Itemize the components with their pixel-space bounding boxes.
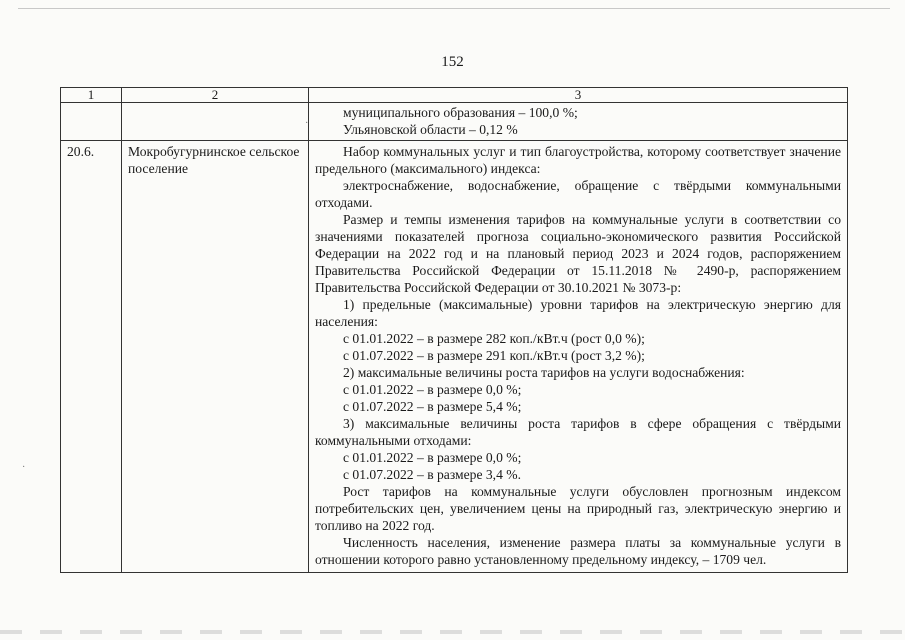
row-paragraph: с 01.01.2022 – в размере 282 коп./кВт.ч (рост 0,0 %);: [343, 331, 645, 346]
continuation-line: муниципального образования – 100,0 %;: [343, 105, 578, 120]
table-row: [61, 141, 848, 573]
row-number: 20.6.: [61, 141, 122, 573]
row-paragraph: 1) предельные (максимальные) уровни тарифов на электрическую энергию для населения:: [315, 297, 841, 329]
continuation-name-cell: [122, 103, 309, 141]
continuation-row: [61, 103, 848, 141]
row-paragraph: Численность населения, изменение размера платы за коммунальные услуги в отношении которого равно установленному предельному индексу, – 1709 чел.: [315, 535, 841, 567]
continuation-line: Ульяновской области – 0,12 %: [343, 122, 518, 137]
row-text-cell: [309, 141, 848, 573]
header-col-1: 1: [61, 88, 122, 103]
scan-edge-top: [18, 8, 890, 9]
row-paragraph: с 01.07.2022 – в размере 291 коп./кВт.ч (рост 3,2 %);: [343, 348, 645, 363]
scan-edge-bottom: [0, 630, 905, 634]
settlement-name: Мокробугурнинское сельское поселение: [122, 141, 309, 573]
tariff-table: [60, 87, 848, 573]
continuation-text-cell: [309, 103, 848, 141]
row-paragraph: электроснабжение, водоснабжение, обращение с твёрдыми коммунальными отходами.: [315, 178, 841, 210]
table-header-row: [61, 88, 848, 103]
page-number: 152: [441, 54, 464, 70]
row-paragraph: Рост тарифов на коммунальные услуги обусловлен прогнозным индексом потребительских цен, увеличением цены на природный газ, электрическую энергию и топливо на 2022 год.: [315, 484, 841, 533]
row-paragraph: 2) максимальные величины роста тарифов на услуги водоснабжения:: [343, 365, 745, 380]
row-paragraph: с 01.07.2022 – в размере 3,4 %.: [343, 467, 521, 482]
header-col-2: 2: [122, 88, 309, 103]
row-paragraph: Набор коммунальных услуг и тип благоустройства, которому соответствует значение предельного (максимального) индекса:: [315, 144, 841, 176]
scan-speck: ·: [305, 118, 309, 129]
row-paragraph: с 01.01.2022 – в размере 0,0 %;: [343, 450, 522, 465]
continuation-num-cell: [61, 103, 122, 141]
row-paragraph: 3) максимальные величины роста тарифов в сфере обращения с твёрдыми коммунальными отходами:: [315, 416, 841, 448]
header-col-3: 3: [309, 88, 848, 103]
scan-speck: ·: [22, 462, 26, 473]
row-paragraph: с 01.07.2022 – в размере 5,4 %;: [343, 399, 522, 414]
row-paragraph: Размер и темпы изменения тарифов на коммунальные услуги в соответствии со значениями показателей прогноза социально-экономического развития Российской Федерации на 2022 год и на плановый период 2023 и 2024 годов, распоряжением Правительства Российской Федерации от 15.11.2018 № 2490-р, распоряжением Правительства Российской Федерации от 30.10.2021 № 3073-р:: [315, 212, 841, 295]
row-paragraph: с 01.01.2022 – в размере 0,0 %;: [343, 382, 522, 397]
